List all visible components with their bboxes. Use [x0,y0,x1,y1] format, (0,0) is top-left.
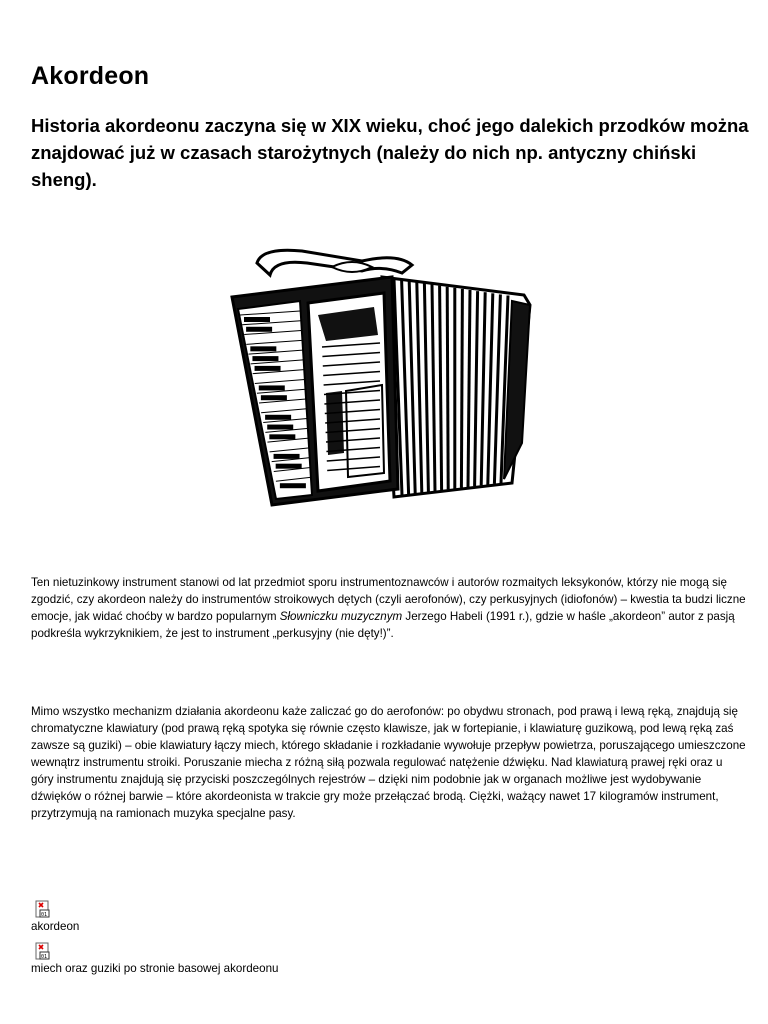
svg-text:01: 01 [41,912,48,918]
paragraph-2: Mimo wszystko mechanizm działania akordeonu każe zaliczać go do aerofonów: po obydwu stronach, pod prawą i lewą ręką, znajdują się chromatyczne klawiatury (pod prawą ręką spotyka się równie często klawisze, jak w fortepianie, i klawiaturę guzikową, pod lewą ręką zaś zawsze są guziki) – obie klawiatury łączy miech, którego składanie i rozkładanie wywołuje przepływ powietrza, poruszającego umieszczone wewnątrz instrumentu stroiki. Poruszanie miecha z różną siłą pozwala regulować natężenie dźwięku. Nad klawiaturą prawej ręki oraz u góry instrumentu znajdują się przyciski poszczególnych rejestrów – dzięki nim podobnie jak w organach możliwe jest wydobywanie dźwięków o różnej barwie – które akordeonista w trakcie gry może przełączać brodą. Ciężki, ważący nawet 17 kilogramów instrument, przytrzymują na ramionach muzyka specjalne pasy. [31,705,746,820]
book-title: Słowniczku muzycznym [279,610,403,623]
broken-file-icon [31,942,51,962]
paragraph-1-before: Ten nietuzinkowy instrument stanowi od lat przedmiot sporu instrumentoznawców i autorów rozmaitych leksykonów, którzy nie mogą się zgodzić, czy akordeon należy do instrumentów stroikowych dętych (czyli aerofonów), czy perkusyjnych (idiofonów) – kwestia ta budzi liczne emocje, jak widać choćby w bardzo popularnym [31,576,746,623]
attachment-label: akordeon [31,920,80,933]
paragraph-1-after: Jerzego Habeli (1991 r.), gdzie w haśle „akordeon” autor z pasją podkreśla wykrzyknikiem, że jest to instrument „perkusyjny (nie dęty!)”. [31,610,735,640]
paragraph-1 [31,574,746,642]
attachment-akordeon[interactable] [31,900,79,934]
svg-text:01: 01 [41,954,48,960]
accordion-illustration [222,243,538,509]
intro-text: Historia akordeonu zaczyna się w XIX wieku, choć jego dalekich przodków można znajdować już w czasach starożytnych (należy do nich np. antyczny chiński sheng). [31,115,749,190]
page-title: Akordeon [31,62,150,90]
attachment-bellows[interactable] [31,942,278,976]
broken-file-icon [31,900,51,920]
attachment-label: miech oraz guziki po stronie basowej akordeonu [31,962,279,975]
